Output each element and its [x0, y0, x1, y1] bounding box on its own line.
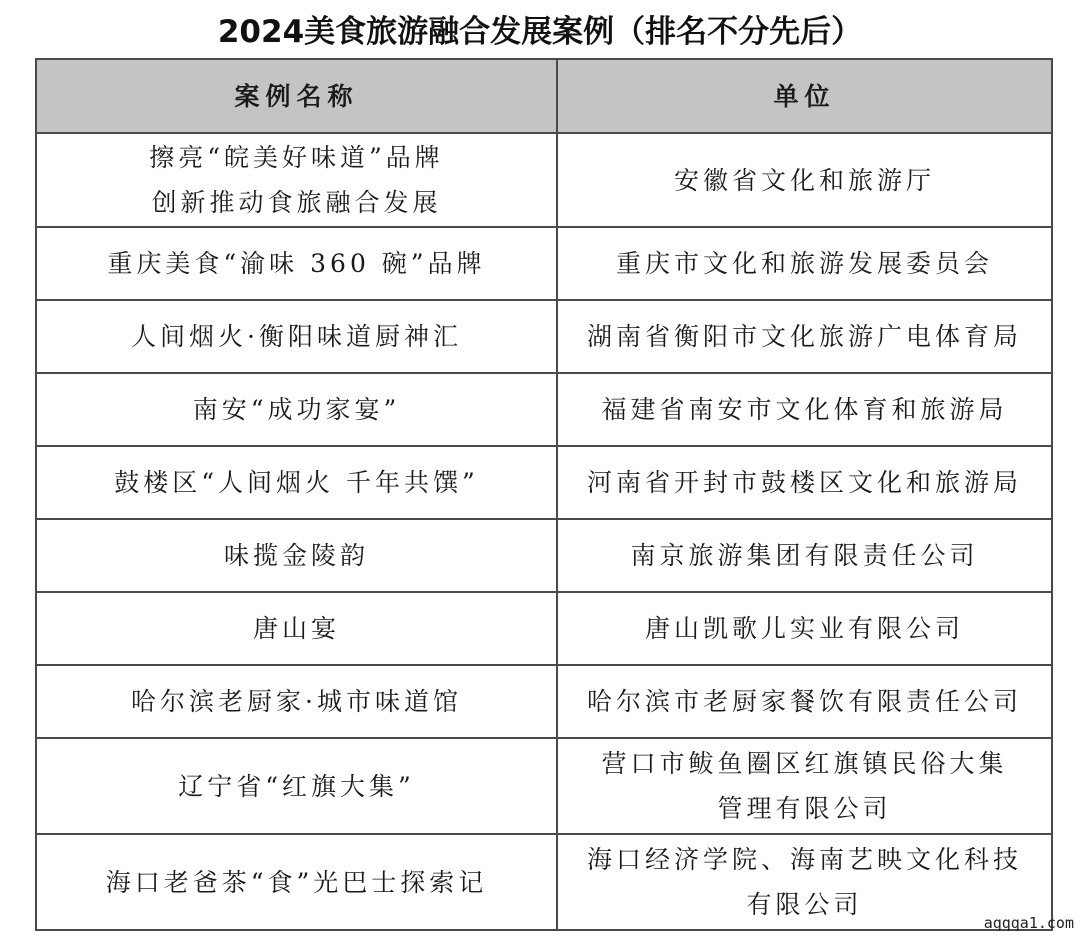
unit-line: 安徽省文化和旅游厅	[673, 165, 935, 195]
table-row	[36, 446, 1052, 519]
case-name-cell	[36, 738, 557, 834]
table-row	[36, 592, 1052, 665]
unit-cell	[557, 592, 1052, 665]
case-name-cell	[36, 592, 557, 665]
unit-cell	[557, 834, 1052, 930]
unit-line: 海口经济学院、海南艺映文化科技	[586, 845, 1022, 874]
case-name-line: 哈尔滨老厨家·城市味道馆	[131, 687, 462, 716]
unit-line: 福建省南安市文化体育和旅游局	[601, 395, 1008, 424]
case-name-cell	[36, 300, 557, 373]
case-name-cell	[36, 665, 557, 738]
table-row	[36, 227, 1052, 300]
unit-cell	[557, 446, 1052, 519]
table-row	[36, 133, 1052, 227]
unit-cell	[557, 227, 1052, 300]
unit-cell	[557, 665, 1052, 738]
cases-table	[35, 58, 1053, 931]
unit-line: 南京旅游集团有限责任公司	[630, 541, 979, 570]
case-name-cell	[36, 519, 557, 592]
unit-cell	[557, 300, 1052, 373]
case-name-line: 味揽金陵韵	[223, 541, 369, 570]
table-row	[36, 665, 1052, 738]
unit-line: 湖南省衡阳市文化旅游广电体育局	[586, 322, 1022, 351]
case-name-line: 创新推动食旅融合发展	[151, 188, 442, 217]
table-row	[36, 519, 1052, 592]
table-row	[36, 300, 1052, 373]
case-name-line: 重庆美食“渝味 360 碗”品牌	[107, 249, 486, 278]
unit-cell	[557, 519, 1052, 592]
table-header-row	[36, 59, 1052, 133]
table-row	[36, 834, 1052, 930]
case-name-line: 南安“成功家宴”	[192, 395, 401, 424]
case-name-cell	[36, 373, 557, 446]
case-name-line: 海口老爸茶“食”光巴士探索记	[105, 867, 488, 897]
table-row	[36, 738, 1052, 834]
unit-cell	[557, 373, 1052, 446]
page-title: 2024美食旅游融合发展案例（排名不分先后）	[217, 14, 863, 50]
unit-line: 管理有限公司	[717, 794, 892, 823]
unit-line: 有限公司	[746, 890, 863, 919]
case-name-line: 擦亮“皖美好味道”品牌	[149, 143, 444, 172]
unit-line: 营口市鲅鱼圈区红旗镇民俗大集	[601, 749, 1008, 778]
column-header-unit: 单位	[557, 59, 1052, 133]
case-name-line: 人间烟火·衡阳味道厨神汇	[131, 322, 462, 351]
unit-line: 哈尔滨市老厨家餐饮有限责任公司	[586, 687, 1022, 716]
case-name-line: 唐山宴	[252, 614, 340, 643]
case-name-cell	[36, 133, 557, 227]
case-name-cell	[36, 446, 557, 519]
unit-cell	[557, 133, 1052, 227]
unit-cell	[557, 738, 1052, 834]
column-header-case-name: 案例名称	[36, 59, 557, 133]
unit-line: 唐山凯歌儿实业有限公司	[644, 614, 964, 643]
case-name-line: 鼓楼区“人间烟火 千年共馔”	[114, 468, 479, 497]
case-name-cell	[36, 834, 557, 930]
case-name-line: 辽宁省“红旗大集”	[178, 771, 415, 801]
unit-line: 河南省开封市鼓楼区文化和旅游局	[586, 468, 1022, 497]
unit-line: 重庆市文化和旅游发展委员会	[615, 249, 993, 278]
table-row	[36, 373, 1052, 446]
case-name-cell	[36, 227, 557, 300]
watermark: aqqqa1.com	[983, 914, 1074, 932]
